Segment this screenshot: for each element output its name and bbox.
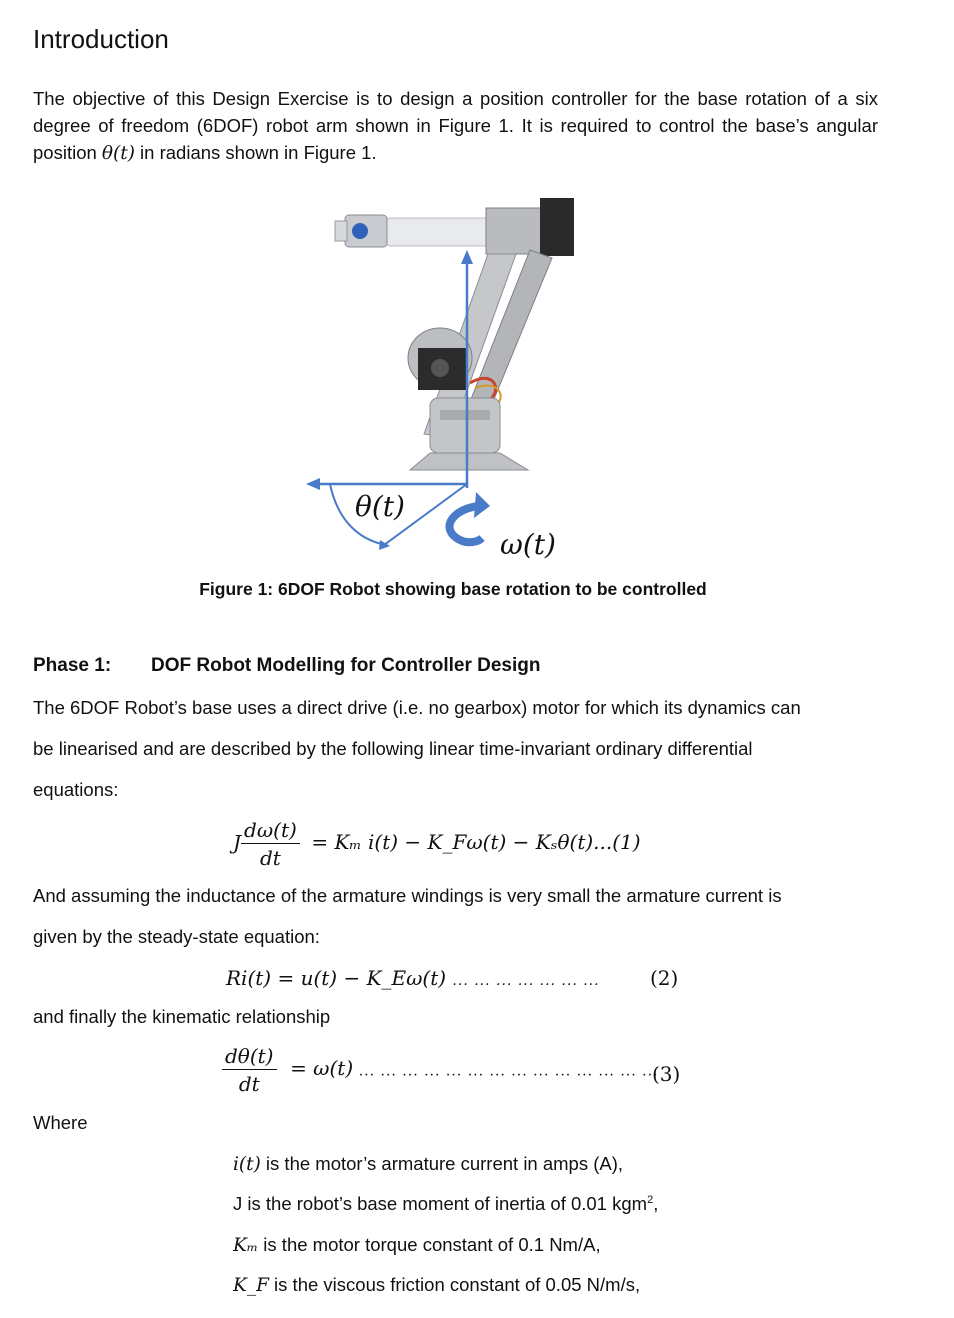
where-label: Where xyxy=(33,1112,88,1133)
eq1-fraction xyxy=(241,818,300,870)
horizontal-axis-arrowhead xyxy=(306,478,320,490)
body-line-3: equations: xyxy=(33,779,119,800)
eq3-numerator: dθ(t) xyxy=(222,1044,277,1070)
definition-inertia xyxy=(233,1193,658,1215)
eq3-number: (3) xyxy=(652,1062,681,1086)
eq2-dots: ... ... ... ... ... ... ... xyxy=(452,973,600,989)
intro-text-part2: in radians shown in Figure 1. xyxy=(134,142,377,163)
omega-arrowhead xyxy=(474,492,490,518)
intro-text-part1: The objective of this Design Exercise is to design a position controller for the base rotation of a six degree of freedom (6DOF) robot arm shown in Figure 1. It is required to control the base’s angular position xyxy=(33,88,878,163)
equation-2 xyxy=(226,966,600,990)
intro-theta-symbol: θ(t) xyxy=(101,143,135,164)
eq1-inertia-symbol: J xyxy=(233,830,242,855)
eq3-dots: ... ... ... ... ... ... ... ... ... ... ... ... ... ... xyxy=(358,1063,659,1080)
eq3-denominator: dt xyxy=(238,1072,260,1096)
def4-symbol: K_F xyxy=(233,1275,269,1296)
text-line-4: And assuming the inductance of the armature windings is very small the armature current is xyxy=(33,885,782,906)
eq2-expression: Ri(t) = u(t) − K_Eω(t) xyxy=(226,966,447,990)
def4-text: is the viscous friction constant of 0.05 N/m/s, xyxy=(268,1274,641,1295)
phase-label: Phase 1: xyxy=(33,655,112,676)
body-line-2: be linearised and are described by the following linear time-invariant ordinary differential xyxy=(33,738,753,759)
body-line-1: The 6DOF Robot’s base uses a direct drive (i.e. no gearbox) motor for which its dynamics can xyxy=(33,697,801,718)
eq3-rhs: = ω(t) xyxy=(290,1056,354,1081)
def1-text: is the motor’s armature current in amps (A), xyxy=(260,1153,624,1174)
robot-figure xyxy=(290,188,630,578)
intro-paragraph xyxy=(33,85,878,167)
text-line-5: given by the steady-state equation: xyxy=(33,926,320,947)
def2-end: , xyxy=(653,1193,659,1214)
equation-3 xyxy=(222,1044,658,1096)
text-line-6: and finally the kinematic relationship xyxy=(33,1006,331,1027)
definition-torque-constant xyxy=(233,1234,601,1256)
def2-superscript: 2 xyxy=(647,1193,654,1206)
eq1-rhs: = Kₘ i(t) − K_Fω(t) − Kₛθ(t)...(1) xyxy=(311,830,641,855)
eq3-fraction xyxy=(222,1044,277,1096)
eq1-numerator: dω(t) xyxy=(241,818,300,844)
equation-1 xyxy=(233,818,641,870)
def2-text: J is the robot’s base moment of inertia of 0.01 kgm xyxy=(233,1193,648,1214)
definition-friction-constant xyxy=(233,1274,640,1296)
vertical-axis-arrowhead xyxy=(461,250,473,264)
eq1-denominator: dt xyxy=(259,846,281,870)
def1-symbol: i(t) xyxy=(233,1154,261,1175)
definition-current xyxy=(233,1153,623,1175)
figure-caption: Figure 1: 6DOF Robot showing base rotation to be controlled xyxy=(199,579,707,599)
eq2-number: (2) xyxy=(650,966,679,990)
section-heading: Introduction xyxy=(33,24,169,54)
theta-label: θ(t) xyxy=(355,490,405,523)
def3-symbol: Kₘ xyxy=(233,1235,259,1256)
robot-arm-illustration xyxy=(335,198,574,470)
phase-title: DOF Robot Modelling for Controller Design xyxy=(151,655,541,676)
def3-text: is the motor torque constant of 0.1 Nm/A, xyxy=(258,1234,601,1255)
omega-label: ω(t) xyxy=(500,528,556,561)
